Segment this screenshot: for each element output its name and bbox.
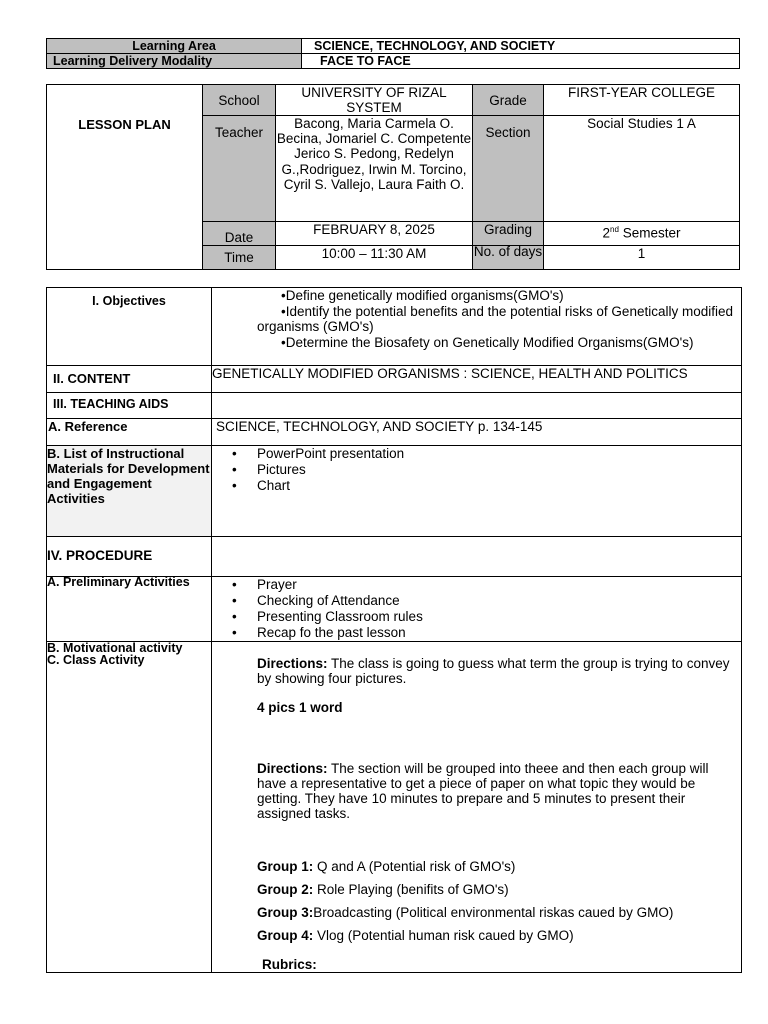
time-label: Time bbox=[203, 246, 276, 270]
list-item: • Recap fo the past lesson bbox=[232, 625, 741, 641]
learning-area-value: SCIENCE, TECHNOLOGY, AND SOCIETY bbox=[302, 39, 740, 54]
section-value: Social Studies 1 A bbox=[544, 116, 740, 222]
materials-list bbox=[212, 446, 741, 494]
grading-rest: Semester bbox=[618, 225, 681, 241]
directions-1 bbox=[257, 656, 733, 686]
materials-label: B. List of Instructional Materials for Development and Engagement Activities bbox=[47, 446, 212, 537]
lesson-plan-table bbox=[46, 84, 740, 270]
list-item: • Pictures bbox=[232, 462, 741, 478]
objective-item-3: •Determine the Biosafety on Genetically Modified Organisms(GMO's) bbox=[281, 334, 694, 350]
section-label: Section bbox=[473, 116, 544, 222]
list-item: • Prayer bbox=[232, 577, 741, 593]
class-activity-label: C. Class Activity bbox=[47, 653, 145, 667]
activities-label bbox=[47, 642, 212, 973]
reference-value: SCIENCE, TECHNOLOGY, AND SOCIETY p. 134-145 bbox=[212, 419, 742, 446]
group-text: Q and A (Potential risk of GMO's) bbox=[313, 859, 516, 874]
lesson-plan-title: LESSON PLAN bbox=[47, 85, 203, 270]
content-label: II. CONTENT bbox=[47, 366, 212, 393]
group-2 bbox=[257, 882, 733, 897]
reference-label: A. Reference bbox=[47, 419, 212, 446]
list-item: • PowerPoint presentation bbox=[232, 446, 741, 462]
grading-sup: nd bbox=[610, 225, 619, 234]
group-1 bbox=[257, 859, 733, 874]
header-table bbox=[46, 38, 740, 69]
preliminary-list bbox=[212, 577, 741, 641]
activities-cell bbox=[212, 642, 742, 973]
objectives-cell bbox=[212, 288, 742, 366]
directions-label: Directions: bbox=[257, 656, 328, 671]
group-label: Group 3: bbox=[257, 905, 314, 920]
group-label: Group 1: bbox=[257, 859, 314, 874]
school-label: School bbox=[203, 85, 276, 116]
objective-item-2: •Identify the potential benefits and the potential risks of Genetically modified organisms (GMO's) bbox=[257, 303, 733, 334]
list-item: • Presenting Classroom rules bbox=[232, 609, 741, 625]
group-3 bbox=[257, 905, 733, 920]
days-label: No. of days bbox=[473, 246, 544, 270]
date-value: FEBRUARY 8, 2025 bbox=[276, 222, 473, 246]
days-value: 1 bbox=[544, 246, 740, 270]
group-label: Group 2: bbox=[257, 882, 314, 897]
directions-2 bbox=[257, 761, 733, 821]
directions-text: The section will be grouped into theee and then each group will have a representative to get a piece of paper on what topic they would be getting. They have 10 minutes to prepare and 5 minutes to present their assigned tasks. bbox=[257, 761, 709, 821]
group-4 bbox=[257, 928, 733, 943]
grading-label: Grading bbox=[473, 222, 544, 246]
learning-area-label: Learning Area bbox=[47, 39, 302, 54]
time-value: 10:00 – 11:30 AM bbox=[276, 246, 473, 270]
materials-cell bbox=[212, 446, 742, 537]
grading-num: 2 bbox=[602, 225, 611, 241]
directions-text: The class is going to guess what term the group is trying to convey by showing four pictures. bbox=[257, 656, 730, 686]
list-item: • Checking of Attendance bbox=[232, 593, 741, 609]
objective-item-1: •Define genetically modified organisms(GMO's) bbox=[281, 288, 564, 303]
teaching-aids-value bbox=[212, 393, 742, 419]
preliminary-label: A. Preliminary Activities bbox=[47, 577, 212, 642]
grade-value: FIRST-YEAR COLLEGE bbox=[544, 85, 740, 116]
teacher-value: Bacong, Maria Carmela O. Becina, Jomariel C. Competente Jerico S. Pedong, Redelyn G.,Rodriguez, Irwin M. Torcino, Cyril S. Vallejo, Laura Faith O. bbox=[276, 116, 473, 222]
grade-label: Grade bbox=[473, 85, 544, 116]
modality-label: Learning Delivery Modality bbox=[47, 54, 302, 69]
school-value: UNIVERSITY OF RIZAL SYSTEM bbox=[276, 85, 473, 116]
list-item: • Chart bbox=[232, 478, 741, 494]
preliminary-cell bbox=[212, 577, 742, 642]
date-label: Date bbox=[203, 222, 276, 246]
group-text: Broadcasting (Political environmental riskas caued by GMO) bbox=[313, 905, 674, 920]
teacher-label: Teacher bbox=[203, 116, 276, 222]
procedure-value bbox=[212, 537, 742, 577]
modality-value: FACE TO FACE bbox=[302, 54, 740, 69]
grading-value bbox=[544, 222, 740, 246]
directions-label: Directions: bbox=[257, 761, 328, 776]
procedure-label: IV. PROCEDURE bbox=[47, 537, 212, 577]
plan-body-table bbox=[46, 287, 742, 973]
content-value: GENETICALLY MODIFIED ORGANISMS : SCIENCE, HEALTH AND POLITICS bbox=[212, 366, 742, 393]
objectives-label: I. Objectives bbox=[47, 288, 212, 366]
group-label: Group 4: bbox=[257, 928, 314, 943]
motivational-label: B. Motivational activity bbox=[47, 641, 183, 655]
rubrics-label: Rubrics: bbox=[262, 957, 317, 972]
teaching-aids-label: III. TEACHING AIDS bbox=[47, 393, 212, 419]
group-text: Role Playing (benifits of GMO's) bbox=[313, 882, 509, 897]
group-text: Vlog (Potential human risk caued by GMO) bbox=[313, 928, 574, 943]
game-title: 4 pics 1 word bbox=[257, 700, 343, 715]
